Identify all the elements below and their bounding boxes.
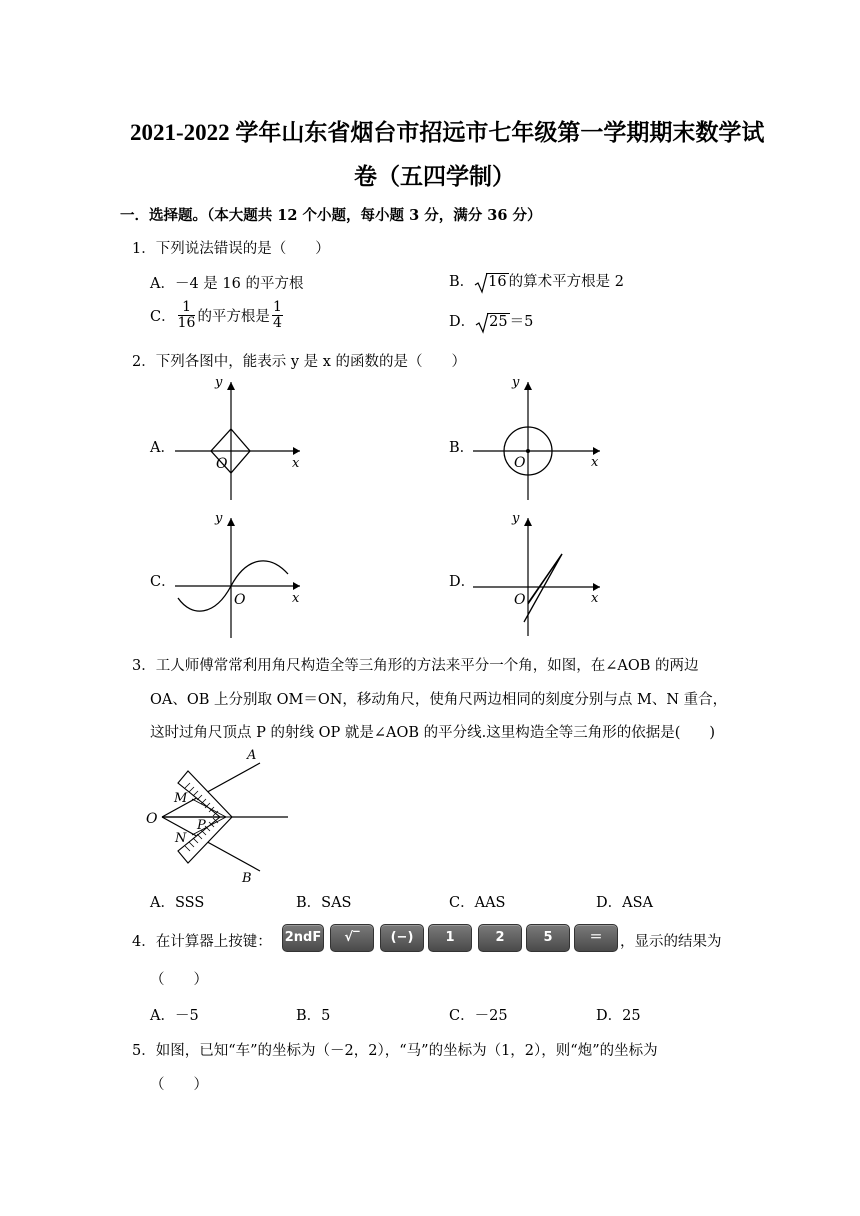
- q2-graph-c: [170, 508, 310, 640]
- q3-line-3: 这时过角尺顶点 P 的射线 OP 就是∠AOB 的平分线.这里构造全等三角形的依据是( ): [150, 725, 716, 741]
- q2-label-d: D．: [449, 574, 476, 590]
- title-line-1: 2021-2022 学年山东省烟台市招远市七年级第一学期期末数学试: [130, 120, 765, 145]
- key-5: 5: [526, 924, 570, 952]
- fraction-denominator: 4: [272, 315, 282, 331]
- key-2ndf: 2ndF: [282, 924, 324, 952]
- fraction-denominator: 16: [177, 315, 196, 331]
- q2-graph-d: [470, 508, 610, 640]
- q4-option-c: C．－25: [449, 1008, 508, 1024]
- axis-y-label: y: [512, 511, 520, 526]
- title-line-2: 卷（五四学制）: [354, 164, 515, 189]
- section-header: 一．选择题。（本大题共 12 个小题，每小题 3 分，满分 36 分）: [120, 207, 542, 224]
- fraction-numerator: 1: [178, 300, 196, 316]
- sqrt-sign: [474, 274, 508, 290]
- origin-label: O: [216, 456, 228, 472]
- q3-option-a: A．SSS: [150, 895, 205, 911]
- q3-line-1: 3．工人师傅常常利用角尺构造全等三角形的方法来平分一个角，如图，在∠AOB 的两边: [132, 658, 699, 674]
- q4-paren: （ ）: [150, 972, 208, 988]
- origin-label: O: [514, 592, 526, 608]
- point-b-label: B: [242, 871, 252, 885]
- fraction-numerator: 1: [272, 299, 282, 315]
- axis-y-label: y: [215, 511, 223, 526]
- key-equals: ＝: [574, 924, 618, 952]
- origin-label: O: [234, 592, 246, 608]
- q4-option-d: D．25: [596, 1008, 641, 1024]
- q3-angle-ruler-figure: [140, 745, 300, 885]
- q1-option-c: [150, 300, 285, 331]
- q3-line-2: OA、OB 上分别取 OM＝ON，移动角尺，使角尺两边相同的刻度分别与点 M、N 重合，: [150, 692, 728, 708]
- fraction-1-4: [272, 300, 283, 331]
- axis-y-label: y: [512, 375, 520, 390]
- q1-stem: 1．下列说法错误的是（ ）: [132, 241, 330, 257]
- q2-graph-b: [470, 372, 610, 504]
- axis-y-label: y: [215, 375, 223, 390]
- q2-label-c: C．: [150, 574, 176, 590]
- origin-label: O: [514, 455, 526, 471]
- q1-option-d-suffix: ＝5: [509, 314, 534, 330]
- q1-option-a: A．－4 是 16 的平方根: [150, 276, 304, 292]
- point-p-label: P: [197, 818, 206, 833]
- q1-option-b: [449, 270, 624, 291]
- q1-option-c-prefix: C．: [150, 309, 176, 325]
- fraction-1-16: [178, 300, 196, 331]
- q4-stem: 4．在计算器上按键：: [132, 934, 272, 950]
- q1-option-c-mid: 的平方根是: [197, 309, 270, 325]
- point-m-label: M: [174, 791, 188, 806]
- point-o-label: O: [146, 811, 158, 827]
- q3-option-c: C．AAS: [449, 895, 506, 911]
- axis-x-label: x: [292, 591, 300, 606]
- sqrt-sign: [475, 314, 509, 330]
- key-negative: (−): [380, 924, 424, 952]
- key-1: 1: [428, 924, 472, 952]
- q2-label-a: A．: [150, 440, 175, 456]
- key-sqrt: √‾: [330, 924, 374, 952]
- point-a-label: A: [247, 748, 257, 763]
- q1-option-b-radicand: 16: [488, 274, 507, 290]
- q1-option-b-suffix: 的算术平方根是 2: [508, 274, 624, 290]
- q4-option-a: A．－5: [150, 1008, 199, 1024]
- axis-x-label: x: [591, 591, 599, 606]
- q2-stem: 2．下列各图中，能表示 y 是 x 的函数的是（ ）: [132, 354, 467, 370]
- q4-tail: ，显示的结果为: [620, 934, 722, 950]
- q4-option-b: B．5: [296, 1008, 331, 1024]
- calculator-key-sequence: [282, 924, 618, 952]
- axis-x-label: x: [292, 456, 300, 471]
- axis-x-label: x: [591, 455, 599, 470]
- point-n-label: N: [175, 831, 187, 846]
- q1-option-d-prefix: D．: [449, 314, 476, 330]
- q5-line-1: 5．如图，已知“车”的坐标为（－2，2），“马”的坐标为（1，2），则“炮”的坐标为: [132, 1043, 658, 1059]
- q3-option-b: B．SAS: [296, 895, 352, 911]
- q3-option-d: D．ASA: [596, 895, 654, 911]
- q2-graph-a: [170, 372, 310, 504]
- q2-label-b: B．: [449, 440, 475, 456]
- q1-option-b-prefix: B．: [449, 274, 475, 290]
- key-2: 2: [478, 924, 522, 952]
- q1-option-d-radicand: 25: [489, 314, 508, 330]
- q1-option-d: [449, 310, 533, 331]
- q5-paren: （ ）: [150, 1077, 208, 1093]
